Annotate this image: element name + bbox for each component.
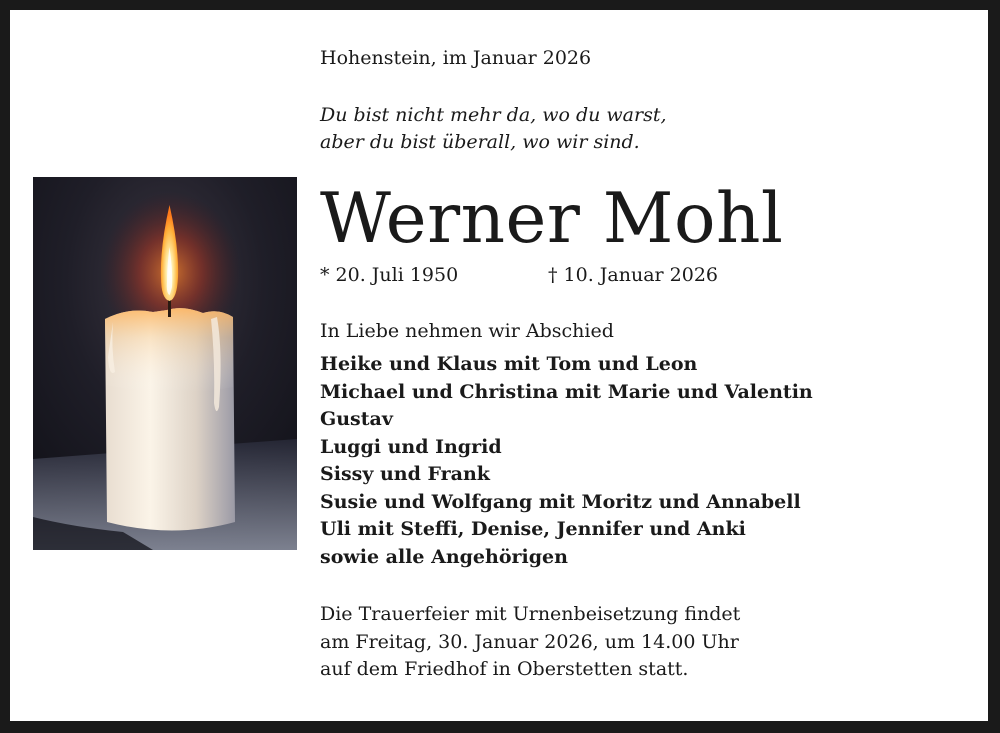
obituary-notice xyxy=(10,10,988,721)
mourner-line: Sissy und Frank xyxy=(320,463,490,485)
mourner-line: Michael und Christina mit Marie und Valentin xyxy=(320,380,813,403)
candle-image xyxy=(33,177,297,550)
candle-illustration xyxy=(33,177,297,550)
mourner-line: Luggi und Ingrid xyxy=(320,435,502,458)
service-line: am Freitag, 30. Januar 2026, um 14.00 Uhr xyxy=(320,630,739,653)
birth-date: * 20. Juli 1950 xyxy=(320,264,459,286)
deceased-name: Werner Mohl xyxy=(320,179,784,259)
memorial-quote xyxy=(320,102,667,156)
farewell-intro: In Liebe nehmen wir Abschied xyxy=(320,320,614,342)
quote-line: aber du bist überall, wo wir sind. xyxy=(320,131,640,153)
mourners-list xyxy=(320,351,813,571)
quote-line: Du bist nicht mehr da, wo du warst, xyxy=(320,104,667,126)
service-line: Die Trauerfeier mit Urnenbeisetzung findet xyxy=(320,603,741,625)
service-line: auf dem Friedhof in Oberstetten statt. xyxy=(320,658,689,680)
mourner-line: Gustav xyxy=(320,408,393,430)
death-date: † 10. Januar 2026 xyxy=(548,264,719,286)
place-date: Hohenstein, im Januar 2026 xyxy=(320,47,592,69)
mourner-line: Uli mit Steffi, Denise, Jennifer und Anki xyxy=(320,518,746,540)
mourner-line: sowie alle Angehörigen xyxy=(320,545,568,568)
funeral-service-info xyxy=(320,601,740,684)
mourner-line: Susie und Wolfgang mit Moritz und Annabell xyxy=(320,490,801,513)
life-dates xyxy=(320,263,718,287)
mourner-line: Heike und Klaus mit Tom und Leon xyxy=(320,353,698,375)
